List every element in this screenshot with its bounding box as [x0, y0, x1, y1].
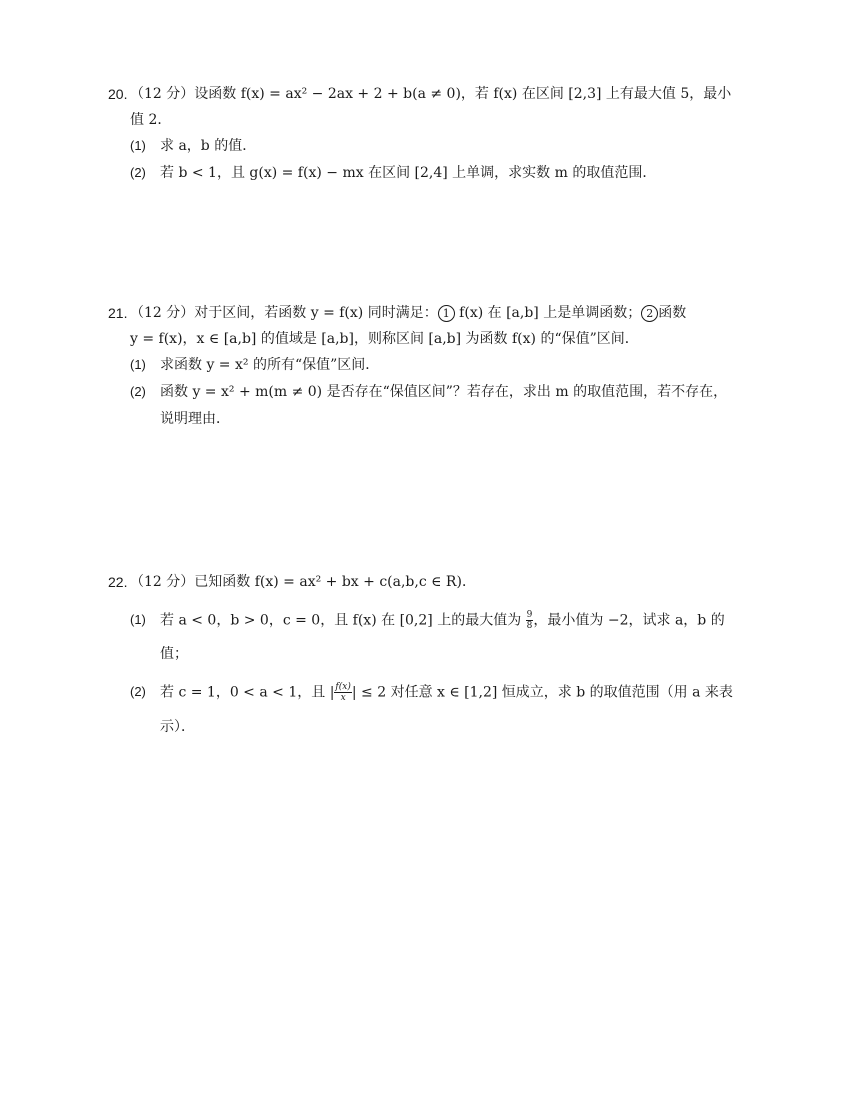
fraction-numerator: 9 — [526, 610, 533, 620]
question-number: 20. — [108, 86, 128, 102]
fraction-denominator: x — [340, 693, 346, 703]
part-text: 求函数 y = x² 的所有“保值”区间． — [160, 357, 380, 373]
part-text — [160, 682, 733, 703]
part-text: 函数 y = x² + m(m ≠ 0) 是否存在“保值区间”？若存在，求出 m 的取值范围，若不存在， — [160, 384, 728, 400]
part-text-segment: 若 a < 0，b > 0，c = 0，且 f(x) 在 [0,2] 上的最大值为 — [160, 612, 522, 629]
circled-number: 1 — [438, 305, 455, 322]
part-text — [160, 610, 725, 631]
part-text-continued: 示）． — [160, 719, 195, 735]
question-stem-continued: 值 2． — [130, 112, 172, 128]
part-label: (1) — [130, 612, 146, 627]
part-label: (1) — [130, 357, 146, 372]
circled-number: 2 — [641, 305, 658, 322]
question-stem: （12 分）已知函数 f(x) = ax² + bx + c(a,b,c ∈ R)． — [130, 574, 476, 590]
fraction-denominator: 8 — [526, 621, 533, 631]
part-label: (2) — [130, 165, 146, 180]
stem-text: （12 分）对于区间，若函数 y = f(x) 同时满足： — [130, 305, 438, 321]
part-text-segment: 若 c = 1，0 < a < 1，且 | — [160, 684, 335, 701]
question-number: 21. — [108, 305, 128, 321]
stem-text: f(x) 在 [a,b] 上是单调函数； — [454, 305, 642, 321]
fraction-numerator: f(x) — [335, 682, 351, 692]
part-label: (1) — [130, 138, 146, 153]
question-stem-continued: y = f(x)，x ∈ [a,b] 的值域是 [a,b]，则称区间 [a,b] 为函数 f(x) 的“保值”区间． — [130, 331, 639, 347]
question-number: 22. — [108, 574, 128, 590]
part-label: (2) — [130, 384, 146, 399]
part-text-continued: 值； — [160, 646, 188, 662]
question-stem — [130, 303, 686, 323]
part-text: 求 a，b 的值． — [160, 138, 257, 154]
part-label: (2) — [130, 684, 146, 699]
part-text-continued: 说明理由． — [160, 411, 230, 427]
part-text-segment: | ≤ 2 对任意 x ∈ [1,2] 恒成立，求 b 的取值范围（用 a 来表 — [351, 684, 733, 701]
part-text-segment: ，最小值为 −2，试求 a，b 的 — [533, 612, 725, 629]
fraction — [334, 682, 351, 703]
stem-text: 函数 — [658, 305, 687, 321]
question-stem: （12 分）设函数 f(x) = ax² − 2ax + 2 + b(a ≠ 0)，若 f(x) 在区间 [2,3] 上有最大值 5，最小 — [130, 86, 732, 102]
part-text: 若 b < 1，且 g(x) = f(x) − mx 在区间 [2,4] 上单调，求实数 m 的取值范围． — [160, 165, 657, 181]
